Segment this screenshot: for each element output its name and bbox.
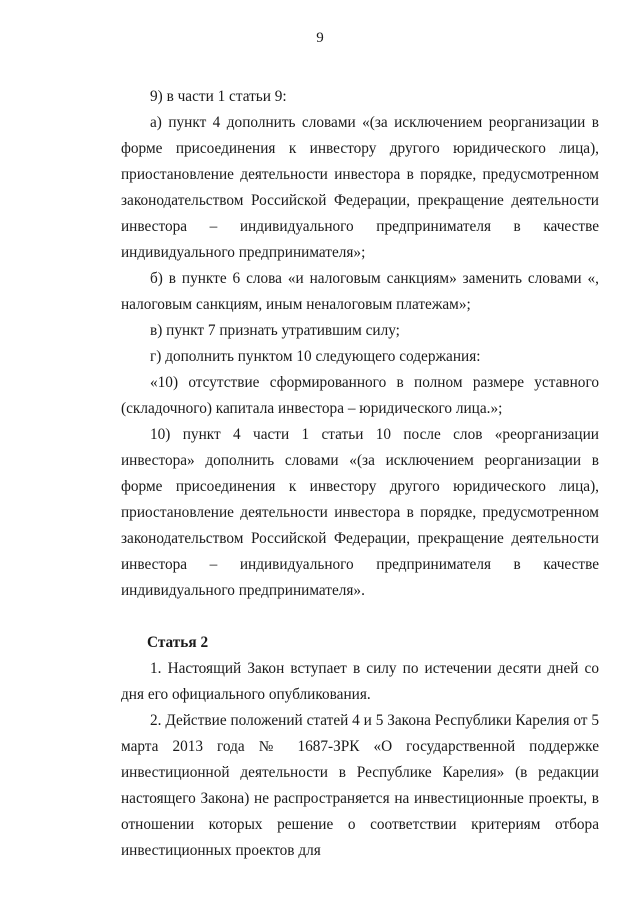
paragraph-item-9: 9) в части 1 статьи 9: bbox=[150, 88, 287, 105]
paragraph-article2-clause-2: 2. Действие положений статей 4 и 5 Закона Республики Карелия от 5 марта 2013 года № 1687-ЗРК «О государственной поддержке инвестиционной деятельности в Республике Карелия» (в редакции настоящего Закона) не распространяется на инвестиционные проекты, в отношении которых решение о соответствии критериям отбора инвестиционных проектов для bbox=[121, 712, 599, 859]
paragraph-subitem-a: а) пункт 4 дополнить словами «(за исключением реорганизации в форме присоединения к инвестору другого юридического лица), приостановление деятельности инвестора в порядке, предусмотренном законодательством Российской Федерации, прекращение деятельности инвестора – индивидуального предпринимателя в качестве индивидуального предпринимателя»; bbox=[121, 114, 599, 261]
paragraph-quoted-item-10: «10) отсутствие сформированного в полном размере уставного (складочного) капитала инвестора – юридического лица.»; bbox=[121, 374, 599, 417]
paragraph-subitem-g: г) дополнить пунктом 10 следующего содержания: bbox=[150, 348, 481, 365]
paragraph-subitem-b: б) в пункте 6 слова «и налоговым санкциям» заменить словами «, налоговым санкциям, иным неналоговым платежам»; bbox=[121, 270, 599, 313]
paragraph-article2-clause-1: 1. Настоящий Закон вступает в силу по истечении десяти дней со дня его официального опубликования. bbox=[121, 660, 599, 703]
page-number: 9 bbox=[316, 30, 324, 46]
section-spacer bbox=[121, 604, 599, 630]
paragraph-item-10: 10) пункт 4 части 1 статьи 10 после слов «реорганизации инвестора» дополнить словами «(за исключением реорганизации в форме присоединения к инвестору другого юридического лица), приостановление деятельности инвестора в порядке, предусмотренном законодательством Российской Федерации, прекращение деятельности инвестора – индивидуального предпринимателя в качестве индивидуального предпринимателя». bbox=[121, 426, 599, 599]
article-heading: Статья 2 bbox=[147, 634, 209, 651]
paragraph-subitem-v: в) пункт 7 признать утратившим силу; bbox=[150, 322, 400, 339]
document-body bbox=[121, 84, 599, 864]
